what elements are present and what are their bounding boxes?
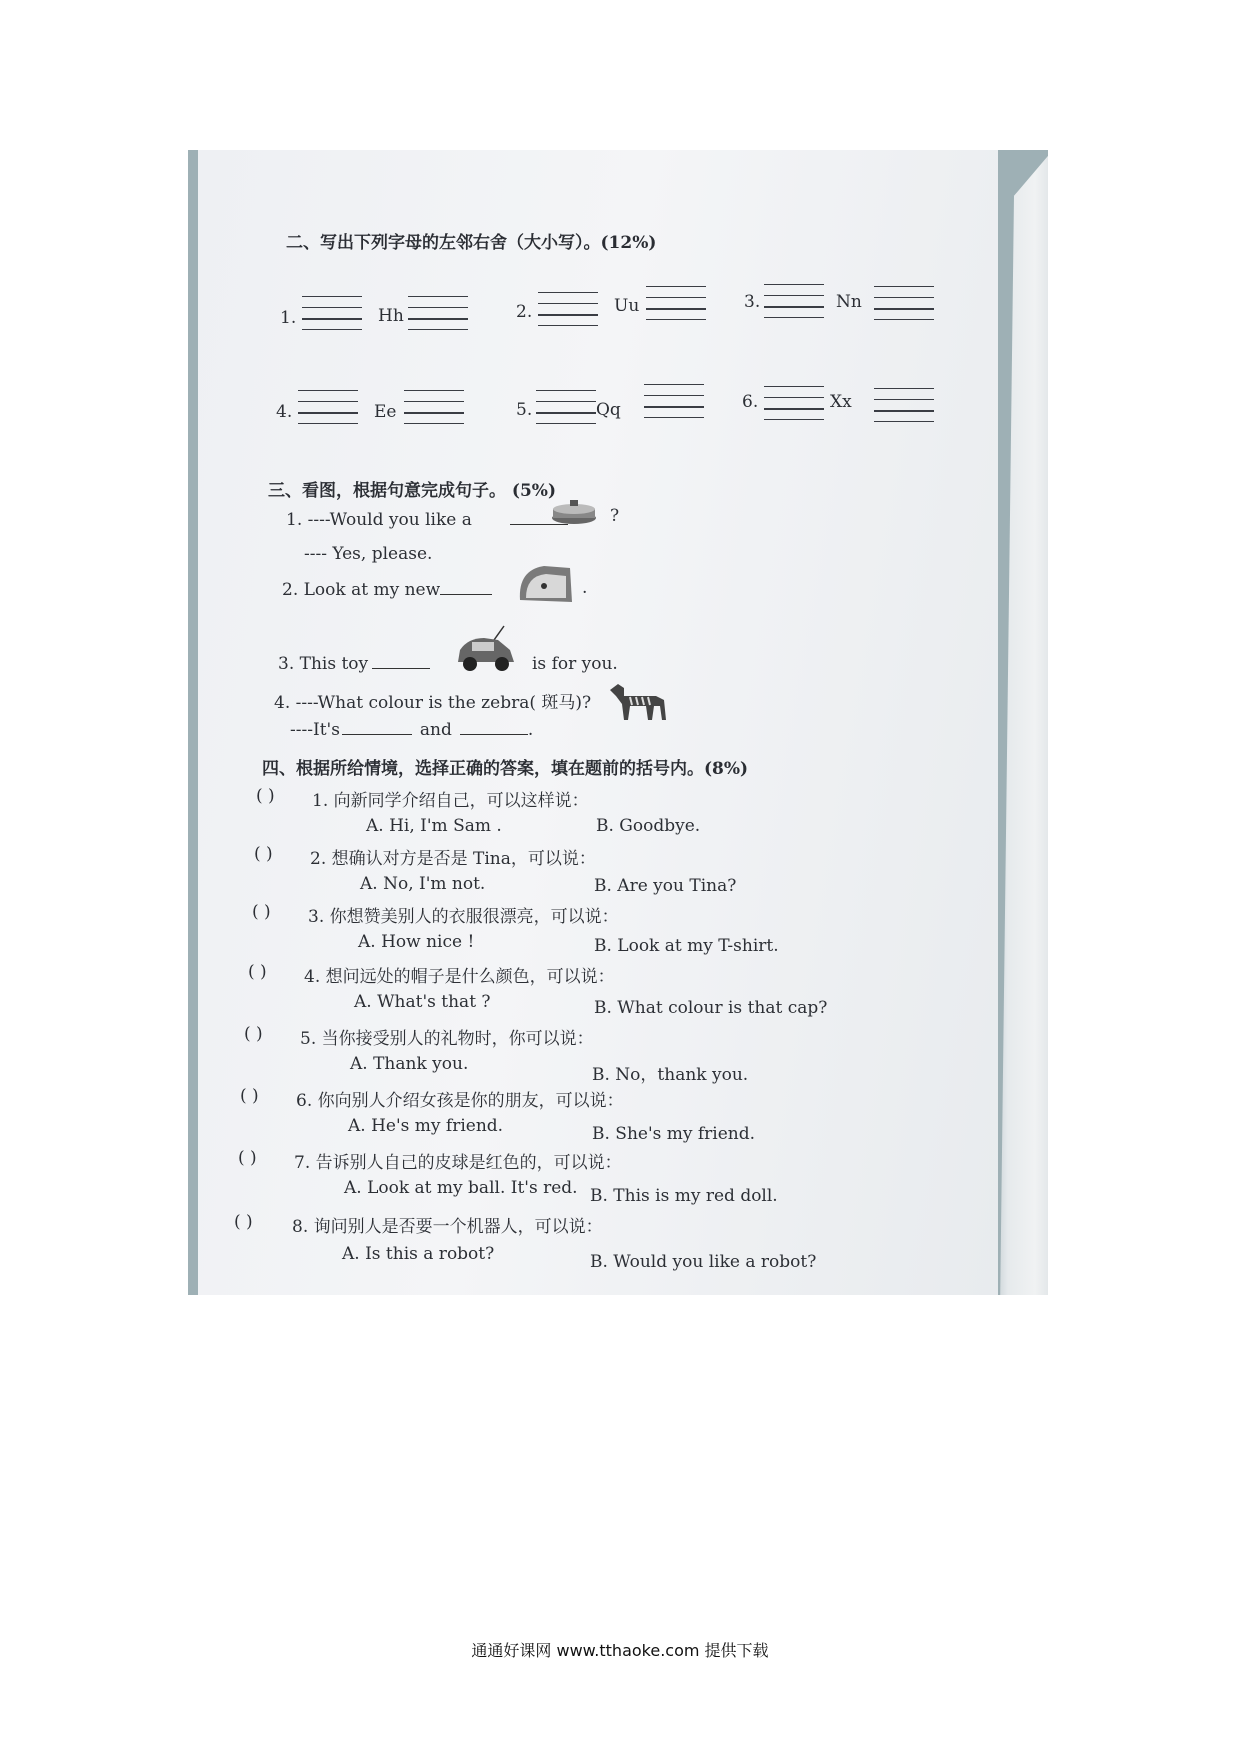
writing-lines-right: [408, 296, 468, 330]
answer-paren[interactable]: ( ): [256, 786, 275, 806]
s3-q2-text: 2. Look at my new: [282, 580, 492, 600]
option-b: B. Look at my T-shirt.: [594, 936, 779, 956]
worksheet-page: 二、写出下列字母的左邻右舍（大小写）。(12%) 1. Hh 2. Uu 3. Nn 4. Ee 5. Qq 6. Xx 三、看图，根据句意完成句子。 (5%) 1. ----Would you like a ? ---- Yes, please. 2. Look at my new . 3. This toy is for you. 4. ----What colour is the zebra( 斑马)? ----It's and . 四、根据所给情境，选择正确的答案，填在题前的括号内。(8%) ( ) 1. 向新同学介绍自己，可以这样说： A. Hi, I'm Sam . B. Goodbye. ( ) 2. 想确认对方是否是 Tina，可以说： A. No, I'm not. B. Are you Tina? ( ) 3. 你想赞美别人的衣服很漂亮，可以说： A. How nice ! B. Look at my T-shirt. ( ) 4. 想问远处的帽子是什么颜色，可以说： A. What's that ? B. What colour is that cap? ( ) 5. 当你接受别人的礼物时，你可以说： A. Thank you. B. No，thank you. ( ) 6. 你向别人介绍女孩是你的朋友，可以说： A. He's my friend. B. She's my friend. ( ) 7. 告诉别人自己的皮球是红色的，可以说： A. Look at my ball. It's red. B. This is my red doll. ( ) 8. 询问别人是否要一个机器人，可以说： A. Is this a robot? B. Would you like a robot?: [198, 150, 998, 1295]
given-letter: Xx: [830, 392, 852, 412]
section4-title: 四、根据所给情境，选择正确的答案，填在题前的括号内。(8%): [262, 759, 749, 779]
given-letter: Uu: [614, 296, 640, 316]
option-b: B. No，thank you.: [592, 1065, 749, 1085]
option-b: B. What colour is that cap?: [594, 998, 828, 1018]
option-a: A. How nice !: [358, 932, 475, 952]
answer-paren[interactable]: ( ): [252, 902, 271, 922]
option-a: A. Is this a robot?: [342, 1244, 495, 1264]
s3-q4-text: 4. ----What colour is the zebra( 斑马)?: [274, 693, 592, 713]
worksheet-photo: [188, 150, 1048, 1295]
option-b: B. This is my red doll.: [590, 1186, 778, 1206]
answer-blank[interactable]: [460, 734, 528, 735]
writing-lines-right: [874, 388, 934, 422]
option-a: A. He's my friend.: [348, 1116, 504, 1136]
answer-paren[interactable]: ( ): [238, 1148, 257, 1168]
download-footer: 通通好课网 www.tthaoke.com 提供下载: [471, 1641, 769, 1660]
zebra-icon: [606, 680, 672, 724]
answer-paren[interactable]: ( ): [244, 1024, 263, 1044]
answer-paren[interactable]: ( ): [248, 962, 267, 982]
bag-icon: [514, 560, 576, 608]
given-letter: Qq: [596, 400, 621, 420]
section3-title: 三、看图，根据句意完成句子。 (5%): [268, 481, 556, 501]
answer-blank[interactable]: [372, 668, 430, 669]
writing-lines-right: [404, 390, 464, 424]
answer-paren[interactable]: ( ): [234, 1212, 253, 1232]
writing-lines-right: [874, 286, 934, 320]
option-a: A. No, I'm not.: [360, 874, 486, 894]
given-letter: Hh: [378, 306, 404, 326]
s3-q3-text: 3. This toy: [278, 654, 430, 674]
s3-q1-text: 1. ----Would you like a: [286, 510, 568, 530]
writing-lines-left: [536, 390, 596, 424]
writing-lines-left: [764, 386, 824, 420]
given-letter: Nn: [836, 292, 862, 312]
option-b: B. She's my friend.: [592, 1124, 756, 1144]
option-a: A. Look at my ball. It's red.: [344, 1178, 578, 1198]
writing-lines-right: [644, 384, 704, 418]
answer-paren[interactable]: ( ): [254, 844, 273, 864]
cake-icon: [550, 498, 602, 528]
option-a: A. What's that ?: [354, 992, 491, 1012]
writing-lines-right: [646, 286, 706, 320]
writing-lines-left: [302, 296, 362, 330]
option-b: B. Are you Tina?: [594, 876, 737, 896]
s3-q1-reply: ---- Yes, please.: [304, 544, 433, 564]
writing-lines-left: [298, 390, 358, 424]
answer-blank[interactable]: [440, 594, 492, 595]
adjacent-page-edge: [993, 150, 1048, 1295]
toy-car-icon: [454, 624, 518, 674]
writing-lines-left: [538, 292, 598, 326]
answer-blank[interactable]: [342, 734, 412, 735]
section2-title: 二、写出下列字母的左邻右舍（大小写）。(12%): [286, 233, 657, 253]
s3-q4-reply: ----It's and .: [290, 720, 534, 740]
writing-lines-left: [764, 284, 824, 318]
option-a: A. Hi, I'm Sam .: [366, 816, 502, 836]
answer-paren[interactable]: ( ): [240, 1086, 259, 1106]
given-letter: Ee: [374, 402, 397, 422]
option-b: B. Would you like a robot?: [590, 1252, 817, 1272]
option-b: B. Goodbye.: [596, 816, 701, 836]
option-a: A. Thank you.: [350, 1054, 469, 1074]
